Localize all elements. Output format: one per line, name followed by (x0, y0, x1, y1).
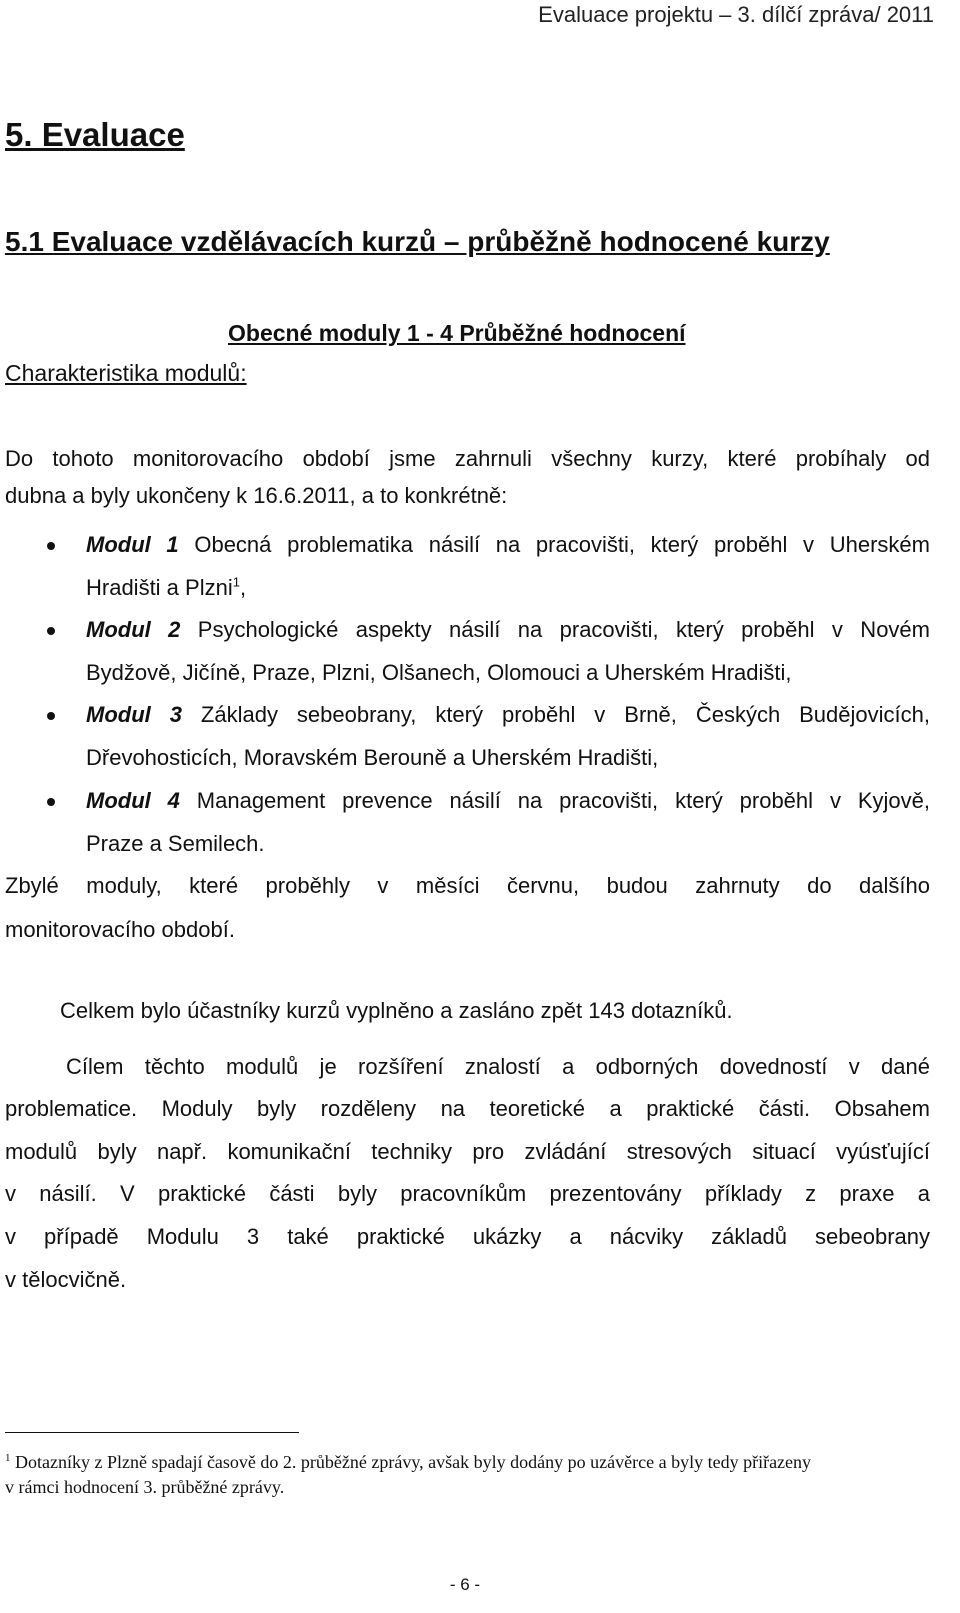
bullet-icon (47, 542, 55, 550)
total-questionnaires: Celkem bylo účastníky kurzů vyplněno a zasláno zpět 143 dotazníků. (60, 998, 733, 1023)
remaining-line-2: monitorovacího období. (5, 917, 235, 942)
module-group-heading: Obecné moduly 1 - 4 Průběžné hodnocení (228, 320, 686, 346)
goal-line-3: modulů byly např. komunikační techniky pro zvládání stresových situací vyúsťující (5, 1139, 930, 1164)
module-4-line-2: Praze a Semilech. (86, 831, 265, 856)
module-1-line-2: Hradišti a Plzni$^1$, (86, 574, 247, 600)
bullet-icon (47, 712, 55, 720)
bullet-icon (47, 627, 55, 635)
module-3-line-1: Modul 3 Základy sebeobrany, který proběhl v Brně, Českých Budějovicích, (86, 702, 930, 727)
module-1-line-1: Modul 1 Obecná problematika násilí na pracovišti, který proběhl v Uherském (86, 532, 930, 557)
subsection-heading: 5.1 Evaluace vzdělávacích kurzů – průběžně hodnocené kurzy (5, 226, 830, 257)
footnote-line-2: v rámci hodnocení 3. průběžné zprávy. (5, 1477, 285, 1497)
intro-line-1: Do tohoto monitorovacího období jsme zahrnuli všechny kurzy, které probíhaly od (5, 446, 930, 471)
module-3-line-2: Dřevohosticích, Moravském Berouně a Uherském Hradišti, (86, 745, 659, 770)
page-number: - 6 - (449, 1575, 481, 1594)
goal-line-2: problematice. Moduly byly rozděleny na teoretické a praktické části. Obsahem (5, 1096, 930, 1121)
section-heading: 5. Evaluace (5, 116, 185, 153)
characteristics-label: Charakteristika modulů: (5, 360, 247, 386)
goal-line-1: Cílem těchto modulů je rozšíření znalostí a odborných dovedností v dané (66, 1054, 930, 1079)
intro-line-2: dubna a byly ukončeny k 16.6.2011, a to konkrétně: (5, 483, 508, 508)
goal-line-5: v případě Modulu 3 také praktické ukázky a nácviky základů sebeobrany (5, 1224, 930, 1249)
footnote-line-1: $^1$ Dotazníky z Plzně spadají časově do 2. průběžné zprávy, avšak byly dodány po uzávěrce a byly tedy přiřazeny (5, 1452, 812, 1472)
footnote-divider (5, 1432, 299, 1433)
module-2-line-1: Modul 2 Psychologické aspekty násilí na pracovišti, který proběhl v Novém (86, 617, 930, 642)
bullet-icon (47, 798, 55, 806)
goal-line-6: v tělocvičně. (5, 1267, 127, 1292)
remaining-line-1: Zbylé moduly, které proběhly v měsíci červnu, budou zahrnuty do dalšího (5, 873, 930, 898)
footnote-ref: 1 (232, 574, 240, 590)
goal-line-4: v násilí. V praktické části byly pracovníkům prezentovány příklady z praxe a (5, 1181, 930, 1206)
module-2-line-2: Bydžově, Jičíně, Praze, Plzni, Olšanech, Olomouci a Uherském Hradišti, (86, 660, 792, 685)
running-header: Evaluace projektu – 3. dílčí zpráva/ 2011 (538, 2, 934, 27)
module-4-line-1: Modul 4 Management prevence násilí na pracovišti, který proběhl v Kyjově, (86, 788, 930, 813)
footnote-number: 1 (5, 1452, 11, 1464)
